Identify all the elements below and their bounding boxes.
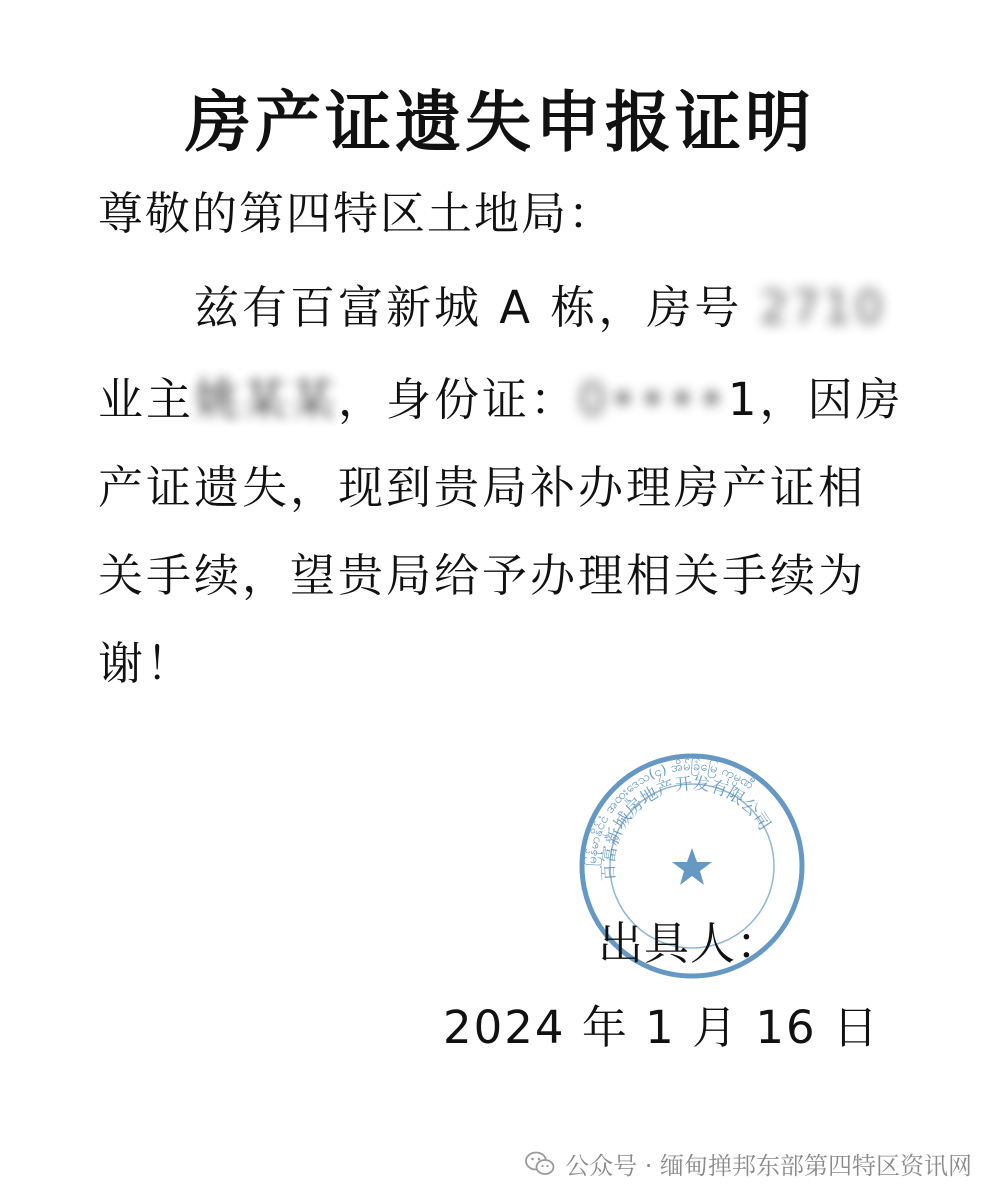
body-text: 1，因房 bbox=[727, 373, 904, 426]
seal-inner-text: 百富新城房地产开发有限公司 bbox=[598, 773, 775, 882]
footer-watermark bbox=[525, 1146, 972, 1181]
footer-text: 公众号 · 缅甸掸邦东部第四特区资讯网 bbox=[565, 1152, 972, 1180]
body-line-4: 关手续，望贵局给予办理相关手续为 bbox=[98, 549, 867, 602]
redacted-id-number: 0•••• bbox=[578, 373, 728, 426]
body-line-1 bbox=[98, 276, 918, 340]
body-line-2 bbox=[98, 368, 918, 432]
salutation: 尊敬的第四特区土地局： bbox=[98, 187, 616, 240]
redacted-owner-name: 姚某某 bbox=[194, 373, 339, 426]
star-icon bbox=[672, 848, 712, 885]
body-line-5: 谢！ bbox=[98, 637, 195, 690]
body-line-3: 产证遗失，现到贵局补办理房产证相 bbox=[98, 461, 867, 514]
issue-date: 2024 年 1 月 16 日 bbox=[443, 1001, 880, 1054]
wechat-icon bbox=[525, 1151, 555, 1177]
document-title: 房产证遗失申报证明 bbox=[185, 83, 815, 161]
redacted-room-number: 2710 bbox=[759, 281, 887, 334]
body-text: 兹有百富新城 A 栋，房号 bbox=[98, 281, 760, 334]
seal-outer-text: မြန်မာနိုင်ငံ အထူးဒေသ(၄) အိမ်ခြံမြေ ကုမ္ပဏီ bbox=[584, 758, 757, 867]
body-text: 业主 bbox=[98, 373, 195, 426]
body-text: ，身份证： bbox=[338, 373, 579, 426]
issuer-label: 出具人： bbox=[598, 917, 783, 970]
